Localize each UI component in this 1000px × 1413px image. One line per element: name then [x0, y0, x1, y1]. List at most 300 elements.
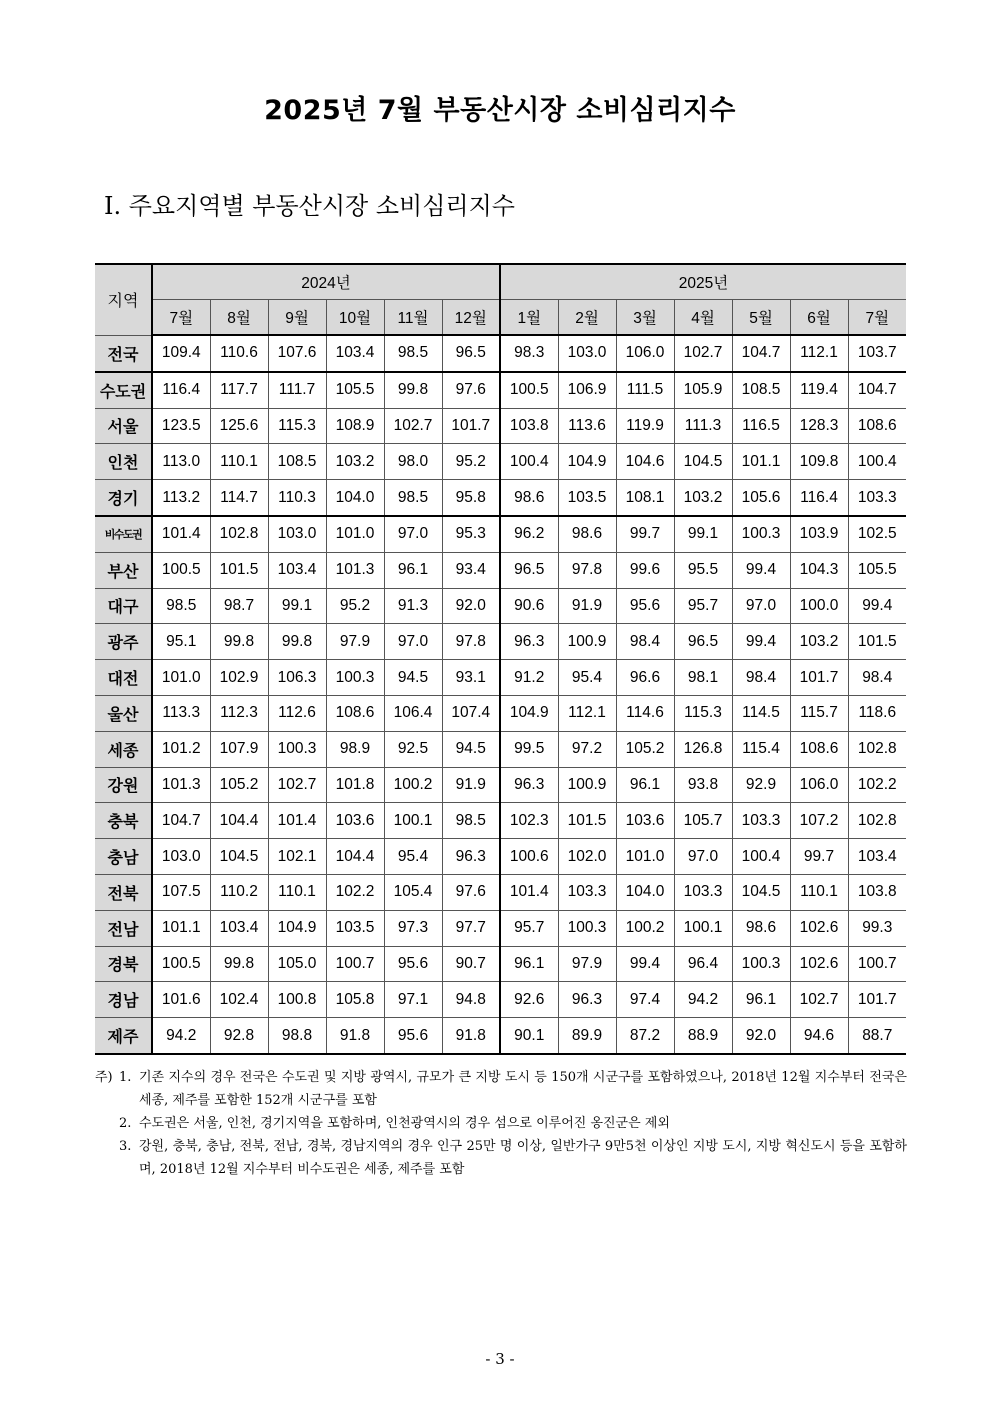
- index-value-cell: 90.1: [500, 1018, 558, 1054]
- month-header: 8월: [210, 300, 268, 336]
- month-header: 3월: [616, 300, 674, 336]
- month-header: 1월: [500, 300, 558, 336]
- index-value-cell: 116.4: [152, 372, 210, 408]
- index-value-cell: 101.8: [326, 767, 384, 803]
- index-value-cell: 101.7: [442, 408, 500, 444]
- index-value-cell: 103.5: [326, 910, 384, 946]
- month-header: 7월: [848, 300, 906, 336]
- index-value-cell: 91.2: [500, 660, 558, 696]
- index-value-cell: 113.6: [558, 408, 616, 444]
- table-row: [95, 480, 906, 516]
- index-value-cell: 92.0: [732, 1018, 790, 1054]
- index-value-cell: 99.8: [210, 946, 268, 982]
- index-value-cell: 91.3: [384, 588, 442, 624]
- index-value-cell: 99.1: [674, 516, 732, 552]
- table-row: [95, 695, 906, 731]
- index-value-cell: 102.2: [848, 767, 906, 803]
- index-value-cell: 101.5: [210, 552, 268, 588]
- index-value-cell: 105.7: [674, 803, 732, 839]
- index-value-cell: 100.4: [732, 839, 790, 875]
- region-label: 충남: [95, 839, 152, 875]
- index-value-cell: 102.4: [210, 982, 268, 1018]
- index-value-cell: 110.6: [210, 335, 268, 372]
- index-value-cell: 87.2: [616, 1018, 674, 1054]
- month-header: 9월: [268, 300, 326, 336]
- index-value-cell: 95.3: [442, 516, 500, 552]
- table-row: [95, 624, 906, 660]
- footnote-number: 3.: [119, 1139, 132, 1154]
- index-value-cell: 103.7: [848, 335, 906, 372]
- index-value-cell: 111.7: [268, 372, 326, 408]
- footnote-item: [95, 1066, 907, 1112]
- index-value-cell: 104.9: [500, 695, 558, 731]
- index-value-cell: 104.5: [674, 444, 732, 480]
- index-value-cell: 100.9: [558, 767, 616, 803]
- index-value-cell: 114.5: [732, 695, 790, 731]
- index-value-cell: 97.0: [384, 624, 442, 660]
- index-value-cell: 102.7: [790, 982, 848, 1018]
- index-value-cell: 101.7: [848, 982, 906, 1018]
- index-value-cell: 98.5: [152, 588, 210, 624]
- index-value-cell: 91.9: [558, 588, 616, 624]
- index-value-cell: 96.3: [558, 982, 616, 1018]
- footnote-text: 기존 지수의 경우 전국은 수도권 및 지방 광역시, 규모가 큰 지방 도시 등 150개 시군구를 포함하였으나, 2018년 12월 지수부터 전국은 세종, 제주를 포함한 152개 시군구를 포함: [139, 1070, 907, 1108]
- index-value-cell: 97.6: [442, 874, 500, 910]
- index-value-cell: 101.0: [616, 839, 674, 875]
- index-value-cell: 95.6: [384, 946, 442, 982]
- table-row: [95, 552, 906, 588]
- index-value-cell: 108.6: [326, 695, 384, 731]
- index-value-cell: 102.8: [210, 516, 268, 552]
- index-value-cell: 123.5: [152, 408, 210, 444]
- index-value-cell: 99.8: [268, 624, 326, 660]
- table-row: [95, 803, 906, 839]
- region-label: 세종: [95, 731, 152, 767]
- month-header: 2월: [558, 300, 616, 336]
- footnote-prefix: 주): [95, 1070, 113, 1085]
- region-label: 전국: [95, 335, 152, 372]
- index-value-cell: 98.0: [384, 444, 442, 480]
- index-value-cell: 98.7: [210, 588, 268, 624]
- year-header-2024: 2024년: [152, 264, 500, 300]
- table-row: [95, 588, 906, 624]
- index-value-cell: 100.1: [674, 910, 732, 946]
- index-value-cell: 103.3: [848, 480, 906, 516]
- index-value-cell: 99.7: [790, 839, 848, 875]
- index-value-cell: 107.6: [268, 335, 326, 372]
- index-value-cell: 104.6: [616, 444, 674, 480]
- index-value-cell: 106.0: [790, 767, 848, 803]
- index-value-cell: 96.1: [616, 767, 674, 803]
- month-header: 7월: [152, 300, 210, 336]
- index-value-cell: 106.4: [384, 695, 442, 731]
- month-header: 11월: [384, 300, 442, 336]
- table-row: [95, 335, 906, 372]
- region-label: 제주: [95, 1018, 152, 1054]
- index-value-cell: 96.5: [500, 552, 558, 588]
- table-row: [95, 874, 906, 910]
- index-value-cell: 99.4: [732, 624, 790, 660]
- index-value-cell: 98.5: [442, 803, 500, 839]
- index-value-cell: 99.7: [616, 516, 674, 552]
- index-value-cell: 110.1: [268, 874, 326, 910]
- index-value-cell: 115.7: [790, 695, 848, 731]
- index-value-cell: 104.0: [326, 480, 384, 516]
- index-value-cell: 101.6: [152, 982, 210, 1018]
- index-value-cell: 101.3: [152, 767, 210, 803]
- index-value-cell: 103.2: [790, 624, 848, 660]
- index-value-cell: 89.9: [558, 1018, 616, 1054]
- index-value-cell: 119.9: [616, 408, 674, 444]
- index-value-cell: 98.6: [732, 910, 790, 946]
- index-value-cell: 98.6: [558, 516, 616, 552]
- index-value-cell: 97.7: [442, 910, 500, 946]
- index-value-cell: 110.3: [268, 480, 326, 516]
- index-value-cell: 105.9: [674, 372, 732, 408]
- region-label: 전남: [95, 910, 152, 946]
- index-value-cell: 102.1: [268, 839, 326, 875]
- index-value-cell: 105.5: [848, 552, 906, 588]
- index-value-cell: 103.2: [674, 480, 732, 516]
- index-value-cell: 105.6: [732, 480, 790, 516]
- index-value-cell: 125.6: [210, 408, 268, 444]
- index-value-cell: 88.9: [674, 1018, 732, 1054]
- month-header: 4월: [674, 300, 732, 336]
- index-value-cell: 115.4: [732, 731, 790, 767]
- index-value-cell: 99.8: [210, 624, 268, 660]
- region-label: 서울: [95, 408, 152, 444]
- index-value-cell: 108.5: [268, 444, 326, 480]
- month-header: 12월: [442, 300, 500, 336]
- index-value-cell: 103.9: [790, 516, 848, 552]
- index-value-cell: 113.3: [152, 695, 210, 731]
- index-value-cell: 100.7: [848, 946, 906, 982]
- index-value-cell: 119.4: [790, 372, 848, 408]
- table-row: [95, 1018, 906, 1054]
- index-value-cell: 92.6: [500, 982, 558, 1018]
- index-value-cell: 102.7: [268, 767, 326, 803]
- index-value-cell: 94.5: [442, 731, 500, 767]
- region-label: 경기: [95, 480, 152, 516]
- footnote-text: 수도권은 서울, 인천, 경기지역을 포함하며, 인천광역시의 경우 섬으로 이루어진 옹진군은 제외: [139, 1116, 670, 1131]
- index-value-cell: 128.3: [790, 408, 848, 444]
- index-value-cell: 102.5: [848, 516, 906, 552]
- footnote-item: [95, 1112, 907, 1135]
- index-value-cell: 114.7: [210, 480, 268, 516]
- region-column-header: 지역: [95, 264, 152, 335]
- index-value-cell: 95.6: [616, 588, 674, 624]
- index-value-cell: 101.2: [152, 731, 210, 767]
- index-value-cell: 94.5: [384, 660, 442, 696]
- index-value-cell: 100.4: [848, 444, 906, 480]
- index-value-cell: 97.9: [558, 946, 616, 982]
- index-value-cell: 95.2: [442, 444, 500, 480]
- index-value-cell: 97.0: [732, 588, 790, 624]
- index-value-cell: 103.8: [848, 874, 906, 910]
- index-value-cell: 104.4: [326, 839, 384, 875]
- index-value-cell: 100.9: [558, 624, 616, 660]
- index-value-cell: 92.8: [210, 1018, 268, 1054]
- index-value-cell: 96.1: [732, 982, 790, 1018]
- table-row: [95, 946, 906, 982]
- index-value-cell: 105.8: [326, 982, 384, 1018]
- index-value-cell: 111.5: [616, 372, 674, 408]
- index-value-cell: 100.5: [500, 372, 558, 408]
- index-value-cell: 106.9: [558, 372, 616, 408]
- index-value-cell: 100.3: [268, 731, 326, 767]
- index-value-cell: 97.8: [442, 624, 500, 660]
- index-value-cell: 103.0: [558, 335, 616, 372]
- index-value-cell: 101.4: [268, 803, 326, 839]
- index-value-cell: 97.3: [384, 910, 442, 946]
- index-value-cell: 104.5: [732, 874, 790, 910]
- index-value-cell: 108.6: [790, 731, 848, 767]
- index-value-cell: 99.4: [616, 946, 674, 982]
- index-value-cell: 104.3: [790, 552, 848, 588]
- index-value-cell: 104.9: [558, 444, 616, 480]
- index-value-cell: 118.6: [848, 695, 906, 731]
- index-value-cell: 94.8: [442, 982, 500, 1018]
- index-value-cell: 94.6: [790, 1018, 848, 1054]
- index-value-cell: 104.7: [732, 335, 790, 372]
- table-row: [95, 408, 906, 444]
- index-value-cell: 109.4: [152, 335, 210, 372]
- index-value-cell: 96.3: [442, 839, 500, 875]
- index-value-cell: 116.4: [790, 480, 848, 516]
- index-value-cell: 103.4: [210, 910, 268, 946]
- index-value-cell: 103.0: [268, 516, 326, 552]
- index-value-cell: 103.3: [558, 874, 616, 910]
- table-row: [95, 910, 906, 946]
- index-value-cell: 100.0: [790, 588, 848, 624]
- index-value-cell: 103.3: [732, 803, 790, 839]
- region-label: 부산: [95, 552, 152, 588]
- index-value-cell: 102.2: [326, 874, 384, 910]
- index-value-cell: 88.7: [848, 1018, 906, 1054]
- index-value-cell: 93.1: [442, 660, 500, 696]
- region-label: 경남: [95, 982, 152, 1018]
- footnote-number: 1.: [119, 1070, 132, 1085]
- region-label: 대구: [95, 588, 152, 624]
- index-value-cell: 105.4: [384, 874, 442, 910]
- section-title: Ⅰ. 주요지역별 부동산시장 소비심리지수: [104, 192, 515, 220]
- index-value-cell: 126.8: [674, 731, 732, 767]
- index-value-cell: 92.9: [732, 767, 790, 803]
- index-value-cell: 101.1: [152, 910, 210, 946]
- index-value-cell: 93.4: [442, 552, 500, 588]
- index-value-cell: 112.6: [268, 695, 326, 731]
- index-value-cell: 108.6: [848, 408, 906, 444]
- index-value-cell: 103.0: [152, 839, 210, 875]
- index-value-cell: 103.4: [326, 335, 384, 372]
- region-label: 광주: [95, 624, 152, 660]
- index-value-cell: 102.8: [848, 731, 906, 767]
- index-value-cell: 97.0: [384, 516, 442, 552]
- month-header: 6월: [790, 300, 848, 336]
- month-header-row: [95, 300, 906, 336]
- index-value-cell: 99.1: [268, 588, 326, 624]
- index-value-cell: 98.9: [326, 731, 384, 767]
- index-value-cell: 95.5: [674, 552, 732, 588]
- index-value-cell: 95.4: [558, 660, 616, 696]
- index-value-cell: 90.6: [500, 588, 558, 624]
- region-label: 강원: [95, 767, 152, 803]
- index-value-cell: 100.7: [326, 946, 384, 982]
- index-value-cell: 100.5: [152, 946, 210, 982]
- index-value-cell: 93.8: [674, 767, 732, 803]
- index-value-cell: 97.2: [558, 731, 616, 767]
- index-value-cell: 92.5: [384, 731, 442, 767]
- month-header: 10월: [326, 300, 384, 336]
- index-value-cell: 98.5: [384, 335, 442, 372]
- index-value-cell: 104.0: [616, 874, 674, 910]
- index-value-cell: 111.3: [674, 408, 732, 444]
- index-value-cell: 96.5: [674, 624, 732, 660]
- index-value-cell: 101.7: [790, 660, 848, 696]
- index-value-cell: 103.5: [558, 480, 616, 516]
- index-value-cell: 97.4: [616, 982, 674, 1018]
- index-value-cell: 102.9: [210, 660, 268, 696]
- index-value-cell: 91.9: [442, 767, 500, 803]
- footnote-item: [95, 1135, 907, 1181]
- index-value-cell: 104.7: [848, 372, 906, 408]
- index-value-cell: 101.4: [152, 516, 210, 552]
- index-value-cell: 100.1: [384, 803, 442, 839]
- table-row: [95, 982, 906, 1018]
- index-value-cell: 96.1: [500, 946, 558, 982]
- index-value-cell: 103.6: [616, 803, 674, 839]
- index-value-cell: 99.5: [500, 731, 558, 767]
- table-row: [95, 731, 906, 767]
- table-row: [95, 660, 906, 696]
- index-value-cell: 100.3: [732, 516, 790, 552]
- index-value-cell: 98.4: [732, 660, 790, 696]
- index-value-cell: 113.2: [152, 480, 210, 516]
- index-value-cell: 102.7: [674, 335, 732, 372]
- index-value-cell: 101.5: [558, 803, 616, 839]
- index-value-cell: 96.6: [616, 660, 674, 696]
- region-label: 울산: [95, 695, 152, 731]
- index-value-cell: 110.2: [210, 874, 268, 910]
- index-value-cell: 91.8: [326, 1018, 384, 1054]
- index-value-cell: 108.9: [326, 408, 384, 444]
- index-value-cell: 100.3: [732, 946, 790, 982]
- index-value-cell: 98.4: [848, 660, 906, 696]
- table-row: [95, 372, 906, 408]
- table-row: [95, 444, 906, 480]
- index-value-cell: 96.5: [442, 335, 500, 372]
- index-value-cell: 99.3: [848, 910, 906, 946]
- index-value-cell: 107.4: [442, 695, 500, 731]
- index-value-cell: 100.3: [558, 910, 616, 946]
- index-value-cell: 96.4: [674, 946, 732, 982]
- index-value-cell: 100.4: [500, 444, 558, 480]
- month-header: 5월: [732, 300, 790, 336]
- footnotes: [95, 1066, 907, 1181]
- index-value-cell: 102.0: [558, 839, 616, 875]
- index-value-cell: 97.0: [674, 839, 732, 875]
- index-value-cell: 101.5: [848, 624, 906, 660]
- index-value-cell: 110.1: [790, 874, 848, 910]
- index-value-cell: 98.4: [616, 624, 674, 660]
- index-value-cell: 101.1: [732, 444, 790, 480]
- index-value-cell: 91.8: [442, 1018, 500, 1054]
- index-value-cell: 101.0: [152, 660, 210, 696]
- index-value-cell: 113.0: [152, 444, 210, 480]
- footnote-number: 2.: [119, 1116, 132, 1131]
- region-label: 비수도권: [95, 516, 152, 552]
- index-value-cell: 101.3: [326, 552, 384, 588]
- index-value-cell: 95.1: [152, 624, 210, 660]
- year-header-2025: 2025년: [500, 264, 906, 300]
- index-value-cell: 104.9: [268, 910, 326, 946]
- index-value-cell: 102.3: [500, 803, 558, 839]
- index-value-cell: 115.3: [268, 408, 326, 444]
- table-row: [95, 516, 906, 552]
- index-value-cell: 99.4: [732, 552, 790, 588]
- index-value-cell: 117.7: [210, 372, 268, 408]
- index-value-cell: 95.2: [326, 588, 384, 624]
- index-value-cell: 100.8: [268, 982, 326, 1018]
- index-value-cell: 105.2: [616, 731, 674, 767]
- index-value-cell: 103.2: [326, 444, 384, 480]
- index-value-cell: 109.8: [790, 444, 848, 480]
- region-label: 수도권: [95, 372, 152, 408]
- index-value-cell: 90.7: [442, 946, 500, 982]
- sentiment-index-table: [95, 263, 906, 1055]
- index-value-cell: 98.3: [500, 335, 558, 372]
- year-header-row: [95, 264, 906, 300]
- index-value-cell: 114.6: [616, 695, 674, 731]
- index-value-cell: 101.0: [326, 516, 384, 552]
- index-value-cell: 98.6: [500, 480, 558, 516]
- index-value-cell: 105.0: [268, 946, 326, 982]
- index-value-cell: 105.2: [210, 767, 268, 803]
- region-label: 대전: [95, 660, 152, 696]
- index-value-cell: 98.8: [268, 1018, 326, 1054]
- index-value-cell: 104.5: [210, 839, 268, 875]
- index-value-cell: 102.8: [848, 803, 906, 839]
- index-value-cell: 103.8: [500, 408, 558, 444]
- index-value-cell: 96.2: [500, 516, 558, 552]
- index-value-cell: 99.8: [384, 372, 442, 408]
- index-value-cell: 108.5: [732, 372, 790, 408]
- index-value-cell: 104.4: [210, 803, 268, 839]
- index-value-cell: 107.2: [790, 803, 848, 839]
- index-value-cell: 105.5: [326, 372, 384, 408]
- index-value-cell: 96.3: [500, 767, 558, 803]
- index-value-cell: 103.4: [268, 552, 326, 588]
- index-value-cell: 116.5: [732, 408, 790, 444]
- index-value-cell: 102.6: [790, 946, 848, 982]
- index-value-cell: 106.3: [268, 660, 326, 696]
- index-value-cell: 97.1: [384, 982, 442, 1018]
- region-label: 인천: [95, 444, 152, 480]
- index-value-cell: 110.1: [210, 444, 268, 480]
- index-value-cell: 107.9: [210, 731, 268, 767]
- index-value-cell: 102.7: [384, 408, 442, 444]
- index-value-cell: 99.6: [616, 552, 674, 588]
- index-value-cell: 100.5: [152, 552, 210, 588]
- index-value-cell: 94.2: [674, 982, 732, 1018]
- index-value-cell: 97.9: [326, 624, 384, 660]
- index-value-cell: 103.3: [674, 874, 732, 910]
- document-title: 2025년 7월 부동산시장 소비심리지수: [264, 95, 736, 126]
- index-value-cell: 95.4: [384, 839, 442, 875]
- region-label: 전북: [95, 874, 152, 910]
- index-value-cell: 95.7: [500, 910, 558, 946]
- index-value-cell: 98.1: [674, 660, 732, 696]
